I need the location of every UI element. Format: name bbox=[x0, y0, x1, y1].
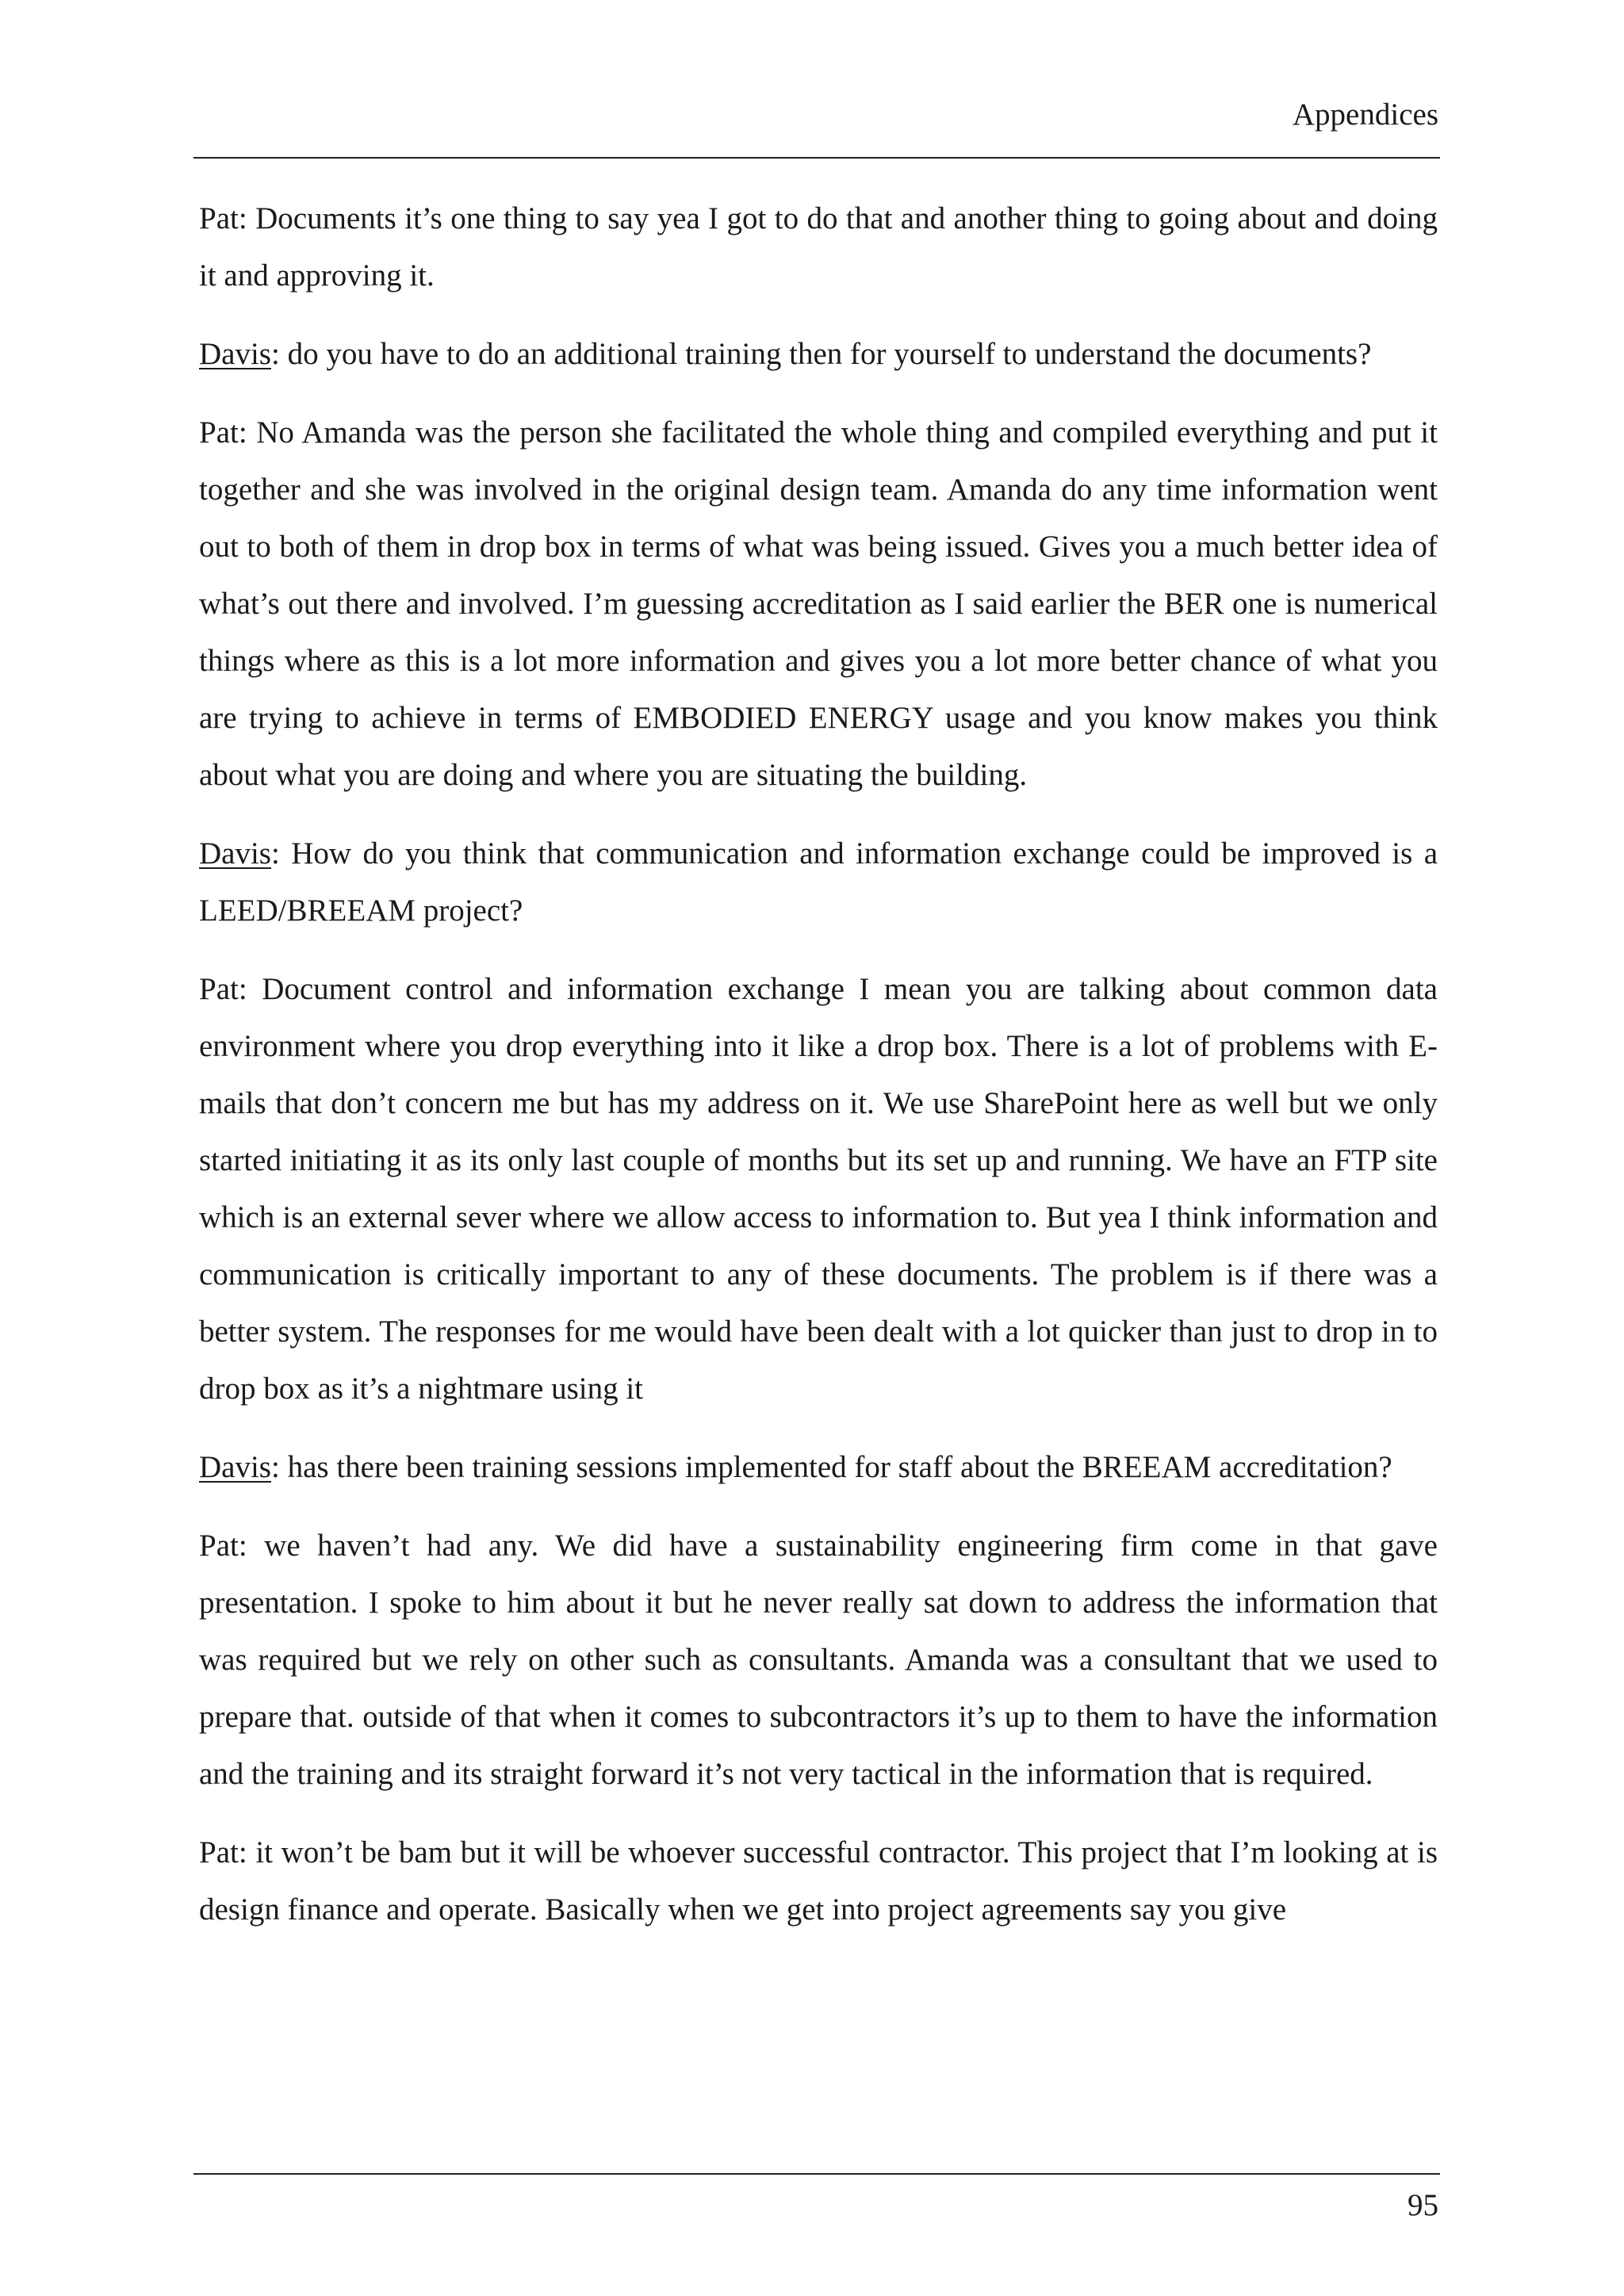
transcript-body bbox=[199, 190, 1438, 1960]
speaker-text: Document control and information exchange I mean you are talking about common data environment where you drop everything into it like a drop box. There is a lot of problems with E-mails that don’t concern me but has my address on it. We use SharePoint here as well but we only started initiating it as its only last couple of months but its set up and running. We have an FTP site which is an external sever where we allow access to information to. But yea I think information and communication is critically important to any of these documents. The problem is if there was a better system. The responses for me would have been dealt with a lot quicker than just to drop in to drop box as it’s a nightmare using it bbox=[199, 972, 1438, 1406]
speaker-text: Documents it’s one thing to say yea I got to do that and another thing to going about and doing it and approving it. bbox=[199, 201, 1438, 293]
page-header bbox=[193, 94, 1440, 159]
speaker-text: How do you think that communication and information exchange could be improved is a LEED/BREEAM project? bbox=[199, 836, 1438, 928]
speaker-name: Pat bbox=[199, 1529, 239, 1563]
speaker-text: do you have to do an additional training then for yourself to understand the documents? bbox=[287, 337, 1372, 371]
transcript-paragraph: Davis: do you have to do an additional training then for yourself to understand the documents? bbox=[199, 337, 1372, 371]
speaker-name: Pat bbox=[199, 201, 239, 235]
transcript-paragraph: Pat: No Amanda was the person she facilitated the whole thing and compiled everything and put it together and she was involved in the original design team. Amanda do any time information went out to both of them in drop box in terms of what was being issued. Gives you a much better idea of what’s out there and involved. I’m guessing accreditation as I said earlier the BER one is numerical things where as this is a lot more information and gives you a lot more better chance of what you are trying to achieve in terms of EMBODIED ENERGY usage and you know makes you think about what you are doing and where you are situating the building. bbox=[199, 415, 1438, 792]
speaker-name: Pat bbox=[199, 1835, 239, 1869]
page-footer bbox=[193, 2173, 1440, 2222]
transcript-paragraph: Pat: Document control and information exchange I mean you are talking about common data environment where you drop everything into it like a drop box. There is a lot of problems with E-mails that don’t concern me but has my address on it. We use SharePoint here as well but we only started initiating it as its only last couple of months but its set up and running. We have an FTP site which is an external sever where we allow access to information to. But yea I think information and communication is critically important to any of these documents. The problem is if there was a better system. The responses for me would have been dealt with a lot quicker than just to drop in to drop box as it’s a nightmare using it bbox=[199, 972, 1438, 1406]
transcript-paragraph: Pat: it won’t be bam but it will be whoever successful contractor. This project that I’m looking at is design finance and operate. Basically when we get into project agreements say you give bbox=[199, 1835, 1438, 1927]
speaker-text: has there been training sessions implemented for staff about the BREEAM accreditation? bbox=[287, 1450, 1392, 1484]
speaker-name: Pat bbox=[199, 415, 239, 450]
speaker-text: No Amanda was the person she facilitated the whole thing and compiled everything and put it together and she was involved in the original design team. Amanda do any time information went out to both of them in drop box in terms of what was being issued. Gives you a much better idea of what’s out there and involved. I’m guessing accreditation as I said earlier the BER one is numerical things where as this is a lot more information and gives you a lot more better chance of what you are trying to achieve in terms of EMBODIED ENERGY usage and you know makes you think about what you are doing and where you are situating the building. bbox=[199, 415, 1438, 792]
transcript-paragraph: Davis: has there been training sessions implemented for staff about the BREEAM accreditation? bbox=[199, 1450, 1392, 1484]
transcript-paragraph: Davis: How do you think that communication and information exchange could be improved is a LEED/BREEAM project? bbox=[199, 836, 1438, 928]
speaker-name: Davis bbox=[199, 337, 271, 371]
transcript-paragraph: Pat: we haven’t had any. We did have a sustainability engineering firm come in that gave presentation. I spoke to him about it but he never really sat down to address the information that was required but we rely on other such as consultants. Amanda was a consultant that we used to prepare that. outside of that when it comes to subcontractors it’s up to them to have the information and the training and its straight forward it’s not very tactical in the information that is required. bbox=[199, 1529, 1438, 1791]
speaker-name: Davis bbox=[199, 836, 271, 871]
page-number: 95 bbox=[1408, 2188, 1438, 2222]
speaker-name: Pat bbox=[199, 972, 239, 1006]
running-header-title: Appendices bbox=[1292, 98, 1438, 132]
transcript-paragraph: Pat: Documents it’s one thing to say yea I got to do that and another thing to going about and doing it and approving it. bbox=[199, 201, 1438, 293]
speaker-name: Davis bbox=[199, 1450, 271, 1484]
speaker-text: it won’t be bam but it will be whoever successful contractor. This project that I’m looking at is design finance and operate. Basically when we get into project agreements say you give bbox=[199, 1835, 1438, 1927]
speaker-text: we haven’t had any. We did have a sustainability engineering firm come in that gave presentation. I spoke to him about it but he never really sat down to address the information that was required but we rely on other such as consultants. Amanda was a consultant that we used to prepare that. outside of that when it comes to subcontractors it’s up to them to have the information and the training and its straight forward it’s not very tactical in the information that is required. bbox=[199, 1529, 1438, 1791]
